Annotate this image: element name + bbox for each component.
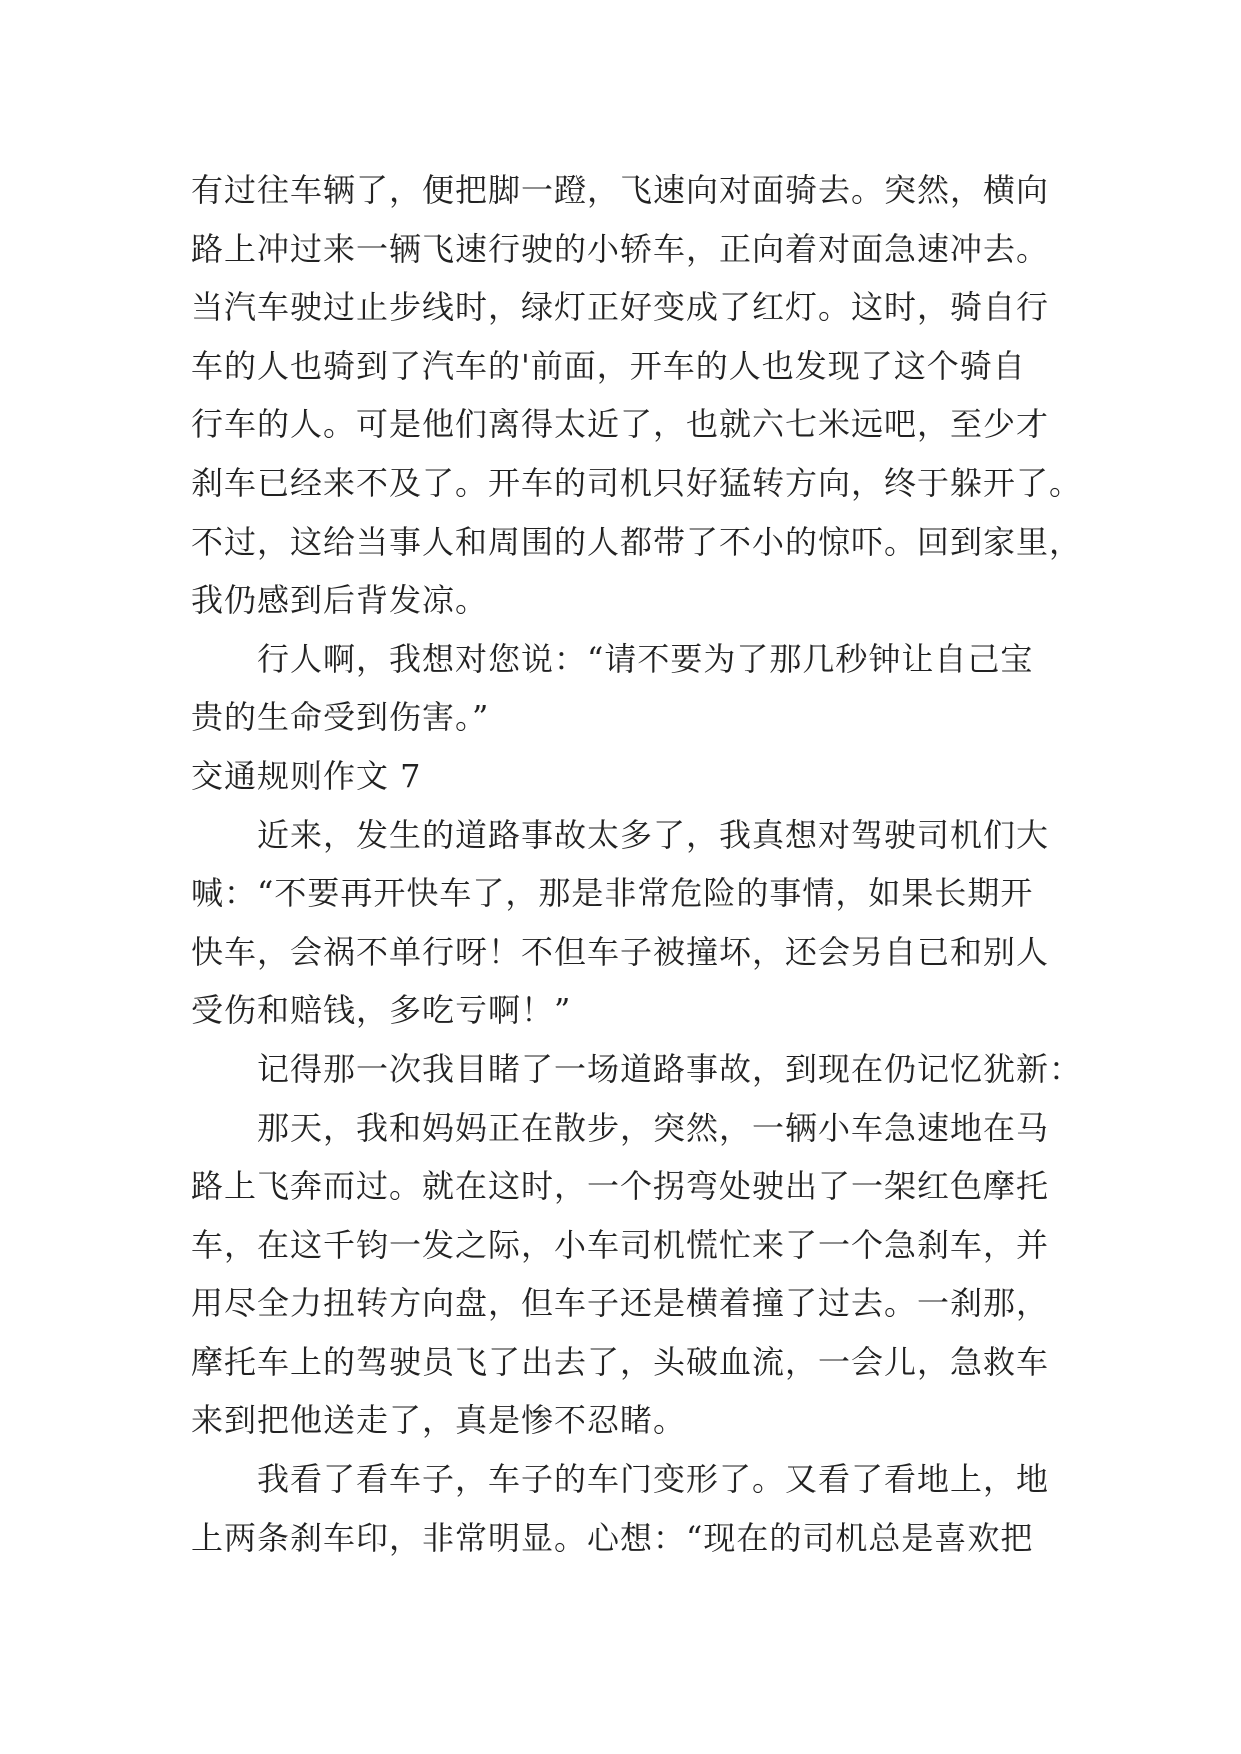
text-line: 喊：“不要再开快车了，那是非常危险的事情，如果长期开: [191, 874, 1034, 913]
text-line: 行人啊，我想对您说：“请不要为了那几秒钟让自己宝: [191, 639, 1034, 678]
section-heading: 交通规则作文 7: [191, 756, 422, 795]
text-line: 上两条刹车印，非常明显。心想：“现在的司机总是喜欢把: [191, 1518, 1034, 1557]
text-line: 近来，发生的道路事故太多了，我真想对驾驶司机们大: [191, 815, 1050, 854]
text-line: 刹车已经来不及了。开车的司机只好猛转方向，终于躲开了。: [191, 463, 1083, 502]
text-line: 车，在这千钧一发之际，小车司机慌忙来了一个急刹车，并: [191, 1225, 1050, 1264]
text-line: 记得那一次我目睹了一场道路事故，到现在仍记忆犹新：: [191, 1049, 1083, 1088]
text-line: 车的人也骑到了汽车的'前面，开车的人也发现了这个骑自: [191, 346, 1026, 385]
text-line: 不过，这给当事人和周围的人都带了不小的惊吓。回到家里，: [191, 522, 1083, 561]
essay-text: [191, 161, 1083, 1567]
text-line: 那天，我和妈妈正在散步，突然，一辆小车急速地在马: [191, 1108, 1050, 1147]
text-line: 我仍感到后背发凉。: [191, 581, 489, 620]
text-line: 受伤和赔钱，多吃亏啊！”: [191, 991, 572, 1030]
text-line: 路上冲过来一辆飞速行驶的小轿车，正向着对面急速冲去。: [191, 229, 1050, 268]
text-line: 有过往车辆了，便把脚一蹬，飞速向对面骑去。突然，横向: [191, 171, 1050, 209]
text-line: 当汽车驶过止步线时，绿灯正好变成了红灯。这时，骑自行: [191, 288, 1050, 327]
text-line: 用尽全力扭转方向盘，但车子还是横着撞了过去。一刹那，: [191, 1284, 1050, 1323]
text-line: 路上飞奔而过。就在这时，一个拐弯处驶出了一架红色摩托: [191, 1167, 1050, 1206]
text-line: 摩托车上的驾驶员飞了出去了，头破血流，一会儿，急救车: [191, 1342, 1050, 1381]
text-line: 行车的人。可是他们离得太近了，也就六七米远吧，至少才: [191, 405, 1050, 444]
text-line: 来到把他送走了，真是惨不忍睹。: [191, 1401, 687, 1440]
text-line: 快车，会祸不单行呀！不但车子被撞坏，还会另自已和别人: [191, 932, 1050, 971]
text-line: 我看了看车子，车子的车门变形了。又看了看地上，地: [191, 1460, 1050, 1499]
text-line: 贵的生命受到伤害。”: [191, 698, 490, 737]
